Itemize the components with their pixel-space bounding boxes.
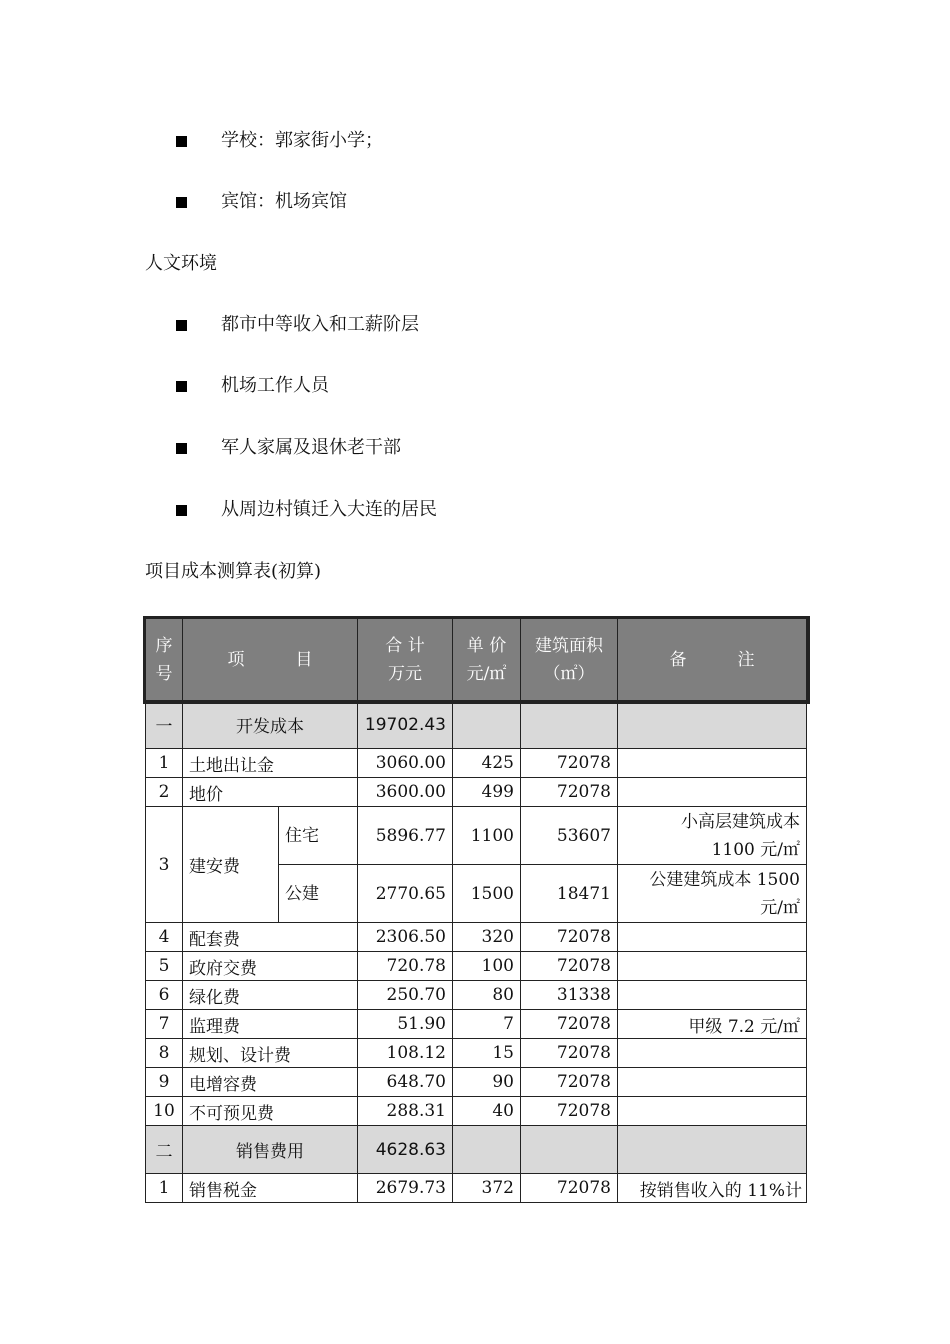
table-row: [146, 1174, 807, 1203]
row-unit: 40: [453, 1097, 521, 1126]
table-header-row: [146, 619, 807, 701]
square-bullet-icon: [176, 197, 187, 208]
row-item: 政府交费: [183, 952, 358, 981]
row-area: 72078: [521, 952, 618, 981]
note-line: 元/㎡: [760, 897, 800, 918]
row-note: [618, 952, 807, 981]
row-item: 建安费: [183, 807, 279, 923]
header-total-line2: 万元: [388, 663, 422, 684]
row-no: 9: [146, 1068, 183, 1097]
row-item: 配套费: [183, 923, 358, 952]
table-row: [146, 923, 807, 952]
row-area: 72078: [521, 1174, 618, 1203]
section-empty-cell: [618, 1126, 807, 1174]
row-area: 72078: [521, 1097, 618, 1126]
section-no: 二: [146, 1126, 183, 1174]
row-subitem: 住宅: [279, 807, 358, 865]
row-note: 甲级 7.2 元/㎡: [618, 1010, 807, 1039]
row-no: 3: [146, 807, 183, 923]
square-bullet-icon: [176, 381, 187, 392]
header-unit-line1: 单 价: [466, 635, 507, 656]
row-note: [618, 1068, 807, 1097]
table-row: [146, 1039, 807, 1068]
row-area: 31338: [521, 981, 618, 1010]
header-total-line1: 合 计: [385, 635, 425, 656]
bullet-text: 机场工作人员: [221, 375, 329, 396]
row-item: 不可预见费: [183, 1097, 358, 1126]
row-total: 108.12: [358, 1039, 453, 1068]
note-line: 小高层建筑成本: [681, 811, 800, 832]
row-item: 监理费: [183, 1010, 358, 1039]
row-subitem: 公建: [279, 865, 358, 923]
section-no: 一: [146, 701, 183, 749]
section-empty-cell: [453, 701, 521, 749]
section-row: [146, 1126, 807, 1174]
section-empty-cell: [453, 1126, 521, 1174]
table-row: [146, 952, 807, 981]
row-total: 51.90: [358, 1010, 453, 1039]
row-unit: 7: [453, 1010, 521, 1039]
note-line: 公建建筑成本 1500: [649, 869, 800, 890]
header-item: 项 目: [183, 619, 358, 701]
row-item: 地价: [183, 778, 358, 807]
header-unit-line2: 元/㎡: [466, 663, 507, 684]
row-total: 2306.50: [358, 923, 453, 952]
row-total: 250.70: [358, 981, 453, 1010]
row-no: 2: [146, 778, 183, 807]
row-area: 72078: [521, 1010, 618, 1039]
section-name: 销售费用: [183, 1126, 358, 1174]
bullet-text: 都市中等收入和工薪阶层: [221, 314, 419, 335]
row-unit: 425: [453, 749, 521, 778]
row-note: [618, 1039, 807, 1068]
table-row: [146, 1097, 807, 1126]
row-item: 销售税金: [183, 1174, 358, 1203]
row-unit: 320: [453, 923, 521, 952]
row-item: 规划、设计费: [183, 1039, 358, 1068]
bullet-text: 学校：郭家街小学；: [221, 130, 383, 151]
section-heading: 人文环境: [145, 253, 217, 274]
table-row: [146, 778, 807, 807]
row-note: [618, 778, 807, 807]
row-total: 288.31: [358, 1097, 453, 1126]
bullet-text: 军人家属及退休老干部: [221, 437, 401, 458]
row-no: 5: [146, 952, 183, 981]
header-no: 序号: [146, 619, 183, 701]
row-no: 6: [146, 981, 183, 1010]
row-unit: 80: [453, 981, 521, 1010]
square-bullet-icon: [176, 136, 187, 147]
table-row: [146, 749, 807, 778]
section-empty-cell: [521, 1126, 618, 1174]
row-unit: 372: [453, 1174, 521, 1203]
row-no: 8: [146, 1039, 183, 1068]
row-note: [618, 923, 807, 952]
section-row: [146, 701, 807, 749]
header-area-line1: 建筑面积: [535, 635, 603, 656]
row-unit: 15: [453, 1039, 521, 1068]
row-no: 4: [146, 923, 183, 952]
row-note: [618, 749, 807, 778]
header-area: [521, 619, 618, 701]
row-note: [618, 865, 807, 923]
table-title: 项目成本测算表(初算): [145, 561, 322, 582]
square-bullet-icon: [176, 320, 187, 331]
row-total: 2679.73: [358, 1174, 453, 1203]
table-row: [146, 981, 807, 1010]
header-note: 备 注: [618, 619, 807, 701]
row-unit: 1500: [453, 865, 521, 923]
header-total: [358, 619, 453, 701]
row-unit: 100: [453, 952, 521, 981]
row-note: [618, 807, 807, 865]
row-no: 7: [146, 1010, 183, 1039]
square-bullet-icon: [176, 505, 187, 516]
row-total: 3600.00: [358, 778, 453, 807]
row-item: 绿化费: [183, 981, 358, 1010]
header-unit: [453, 619, 521, 701]
row-total: 5896.77: [358, 807, 453, 865]
cost-table: [145, 618, 807, 1203]
section-total: 19702.43: [358, 701, 453, 749]
row-total: 720.78: [358, 952, 453, 981]
row-unit: 90: [453, 1068, 521, 1097]
row-item: 电增容费: [183, 1068, 358, 1097]
table-row: [146, 1010, 807, 1039]
row-area: 18471: [521, 865, 618, 923]
row-area: 72078: [521, 1039, 618, 1068]
section-total: 4628.63: [358, 1126, 453, 1174]
section-empty-cell: [618, 701, 807, 749]
row-area: 72078: [521, 1068, 618, 1097]
row-no: 1: [146, 749, 183, 778]
row-unit: 499: [453, 778, 521, 807]
row-item: 土地出让金: [183, 749, 358, 778]
row-area: 53607: [521, 807, 618, 865]
header-area-line2: （㎡）: [543, 663, 595, 684]
row-area: 72078: [521, 778, 618, 807]
row-total: 648.70: [358, 1068, 453, 1097]
row-no: 10: [146, 1097, 183, 1126]
row-note: [618, 981, 807, 1010]
row-total: 2770.65: [358, 865, 453, 923]
row-note: [618, 1097, 807, 1126]
table-row: [146, 807, 807, 865]
row-area: 72078: [521, 749, 618, 778]
row-unit: 1100: [453, 807, 521, 865]
bullet-text: 宾馆：机场宾馆: [221, 191, 347, 212]
note-line: 1100 元/㎡: [711, 839, 800, 860]
row-note: 按销售收入的 11%计: [618, 1174, 807, 1203]
row-no: 1: [146, 1174, 183, 1203]
section-name: 开发成本: [183, 701, 358, 749]
bullet-text: 从周边村镇迁入大连的居民: [221, 499, 437, 520]
table-row: [146, 1068, 807, 1097]
section-empty-cell: [521, 701, 618, 749]
square-bullet-icon: [176, 443, 187, 454]
row-total: 3060.00: [358, 749, 453, 778]
row-area: 72078: [521, 923, 618, 952]
